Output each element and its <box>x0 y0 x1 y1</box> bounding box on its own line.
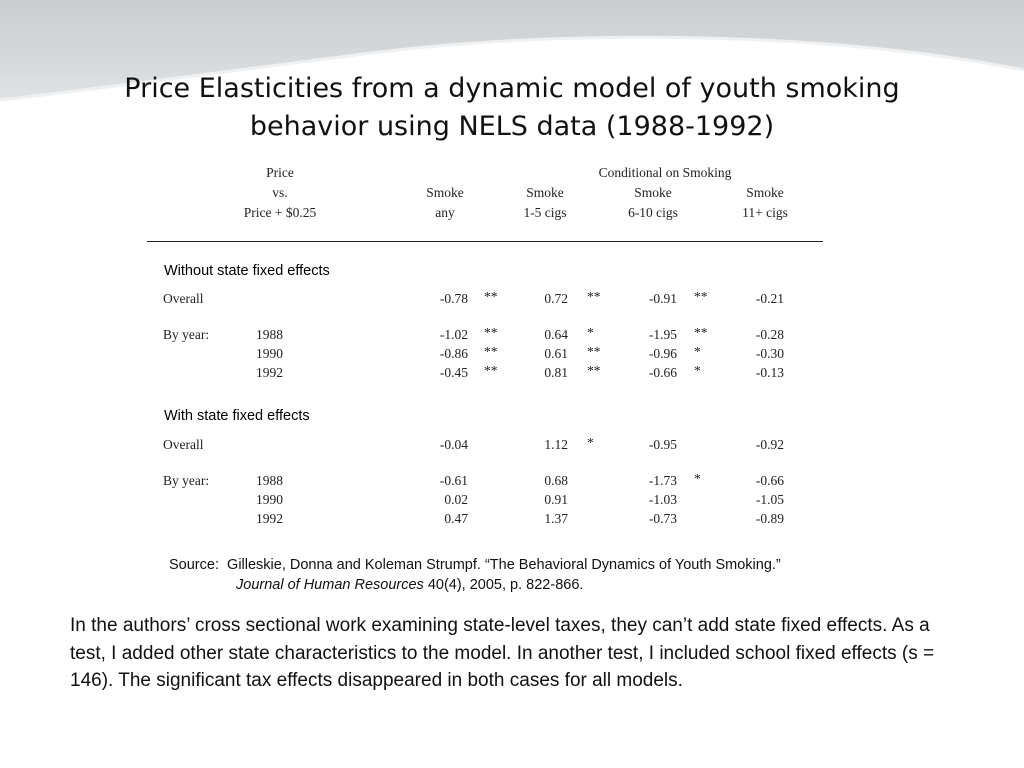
significance-mark: ** <box>484 325 498 340</box>
table-cell: -0.73 <box>648 511 677 526</box>
table-cell: -0.28 <box>755 327 784 342</box>
source-citation <box>169 555 929 595</box>
significance-mark: ** <box>587 289 601 304</box>
significance-mark: ** <box>694 289 708 304</box>
table-cell: 0.72 <box>544 291 568 306</box>
table-cell: -0.96 <box>648 346 677 361</box>
table-cell: -0.89 <box>755 511 784 526</box>
significance-mark: ** <box>484 289 498 304</box>
corner-header-line-2: vs. <box>272 185 288 200</box>
table-cell: -0.45 <box>439 365 468 380</box>
corner-header-line-1: Price <box>266 165 294 180</box>
column-header-line1: Smoke <box>526 185 564 200</box>
table-cell: -0.86 <box>439 346 468 361</box>
significance-mark: ** <box>484 344 498 359</box>
table-cell: 0.81 <box>544 365 568 380</box>
table-cell: -0.61 <box>439 473 468 488</box>
table-cell: -0.91 <box>648 291 677 306</box>
table-cell: 0.47 <box>444 511 468 526</box>
significance-mark: * <box>694 344 701 359</box>
slide-title: Price Elasticities from a dynamic model of youth smoking behavior using NELS data (1988-1992) <box>124 73 900 142</box>
section-label-without-fe: Without state fixed effects <box>164 263 330 279</box>
significance-mark: ** <box>587 344 601 359</box>
table-cell: -0.66 <box>755 473 784 488</box>
table-cell: -0.95 <box>648 437 677 452</box>
corner-header-line-3: Price + $0.25 <box>243 205 317 220</box>
significance-mark: * <box>694 363 701 378</box>
source-prefix: Source: <box>169 557 219 573</box>
year-label: 1992 <box>256 365 283 380</box>
column-header-line1: Smoke <box>634 185 672 200</box>
section-label-with-fe: With state fixed effects <box>164 408 310 424</box>
header-rule <box>147 241 823 242</box>
table-cell: -0.30 <box>755 346 784 361</box>
column-header-line1: Smoke <box>746 185 784 200</box>
column-header-line1: Smoke <box>426 185 464 200</box>
table-cell: 0.02 <box>444 492 468 507</box>
significance-mark: ** <box>484 363 498 378</box>
significance-mark: * <box>587 435 594 450</box>
table-cell: -1.95 <box>648 327 677 342</box>
column-header-line2: 1-5 cigs <box>523 205 567 220</box>
table-cell: -1.03 <box>648 492 677 507</box>
source-journal: Journal of Human Resources <box>236 577 424 593</box>
source-authors: Gilleskie, Donna and Koleman Strumpf. “The Behavioral Dynamics of Youth Smoking.” <box>227 557 781 573</box>
table-cell: 0.61 <box>544 346 568 361</box>
table-cell: -0.92 <box>755 437 784 452</box>
source-citation-rest: 40(4), 2005, p. 822-866. <box>423 577 584 593</box>
table-cell: 1.12 <box>544 437 568 452</box>
significance-mark: * <box>694 471 701 486</box>
commentary-note: In the authors’ cross sectional work examining state-level taxes, they can’t add state fixed effects. As a test, I added other state characteristics to the model. In another test, I included school fixed effects (s = 146). The significant tax effects disappeared in both cases for all models. <box>70 615 935 691</box>
table-cell: -0.13 <box>755 365 784 380</box>
year-label: 1988 <box>256 473 283 488</box>
column-header-line2: any <box>435 205 455 220</box>
year-label: 1990 <box>256 492 283 507</box>
table-cell: 0.64 <box>544 327 568 342</box>
table-cell: -1.73 <box>648 473 677 488</box>
table-cell: -0.04 <box>439 437 468 452</box>
column-header-line2: 11+ cigs <box>742 205 788 220</box>
table-cell: -0.66 <box>648 365 677 380</box>
table-cell: 0.68 <box>544 473 568 488</box>
row-label-overall: Overall <box>163 291 204 306</box>
table-cell: -0.78 <box>439 291 468 306</box>
table-cell: 0.91 <box>544 492 568 507</box>
year-label: 1992 <box>256 511 283 526</box>
year-label: 1988 <box>256 327 283 342</box>
year-label: 1990 <box>256 346 283 361</box>
row-label-by-year: By year: <box>163 327 210 342</box>
group-header: Conditional on Smoking <box>598 165 732 180</box>
table-cell: 1.37 <box>544 511 568 526</box>
row-label-overall: Overall <box>163 437 204 452</box>
row-label-by-year: By year: <box>163 473 210 488</box>
table-cell: -1.02 <box>439 327 468 342</box>
table-cell: -1.05 <box>755 492 784 507</box>
significance-mark: ** <box>694 325 708 340</box>
column-header-line2: 6-10 cigs <box>628 205 678 220</box>
significance-mark: ** <box>587 363 601 378</box>
table-cell: -0.21 <box>755 291 784 306</box>
significance-mark: * <box>587 325 594 340</box>
